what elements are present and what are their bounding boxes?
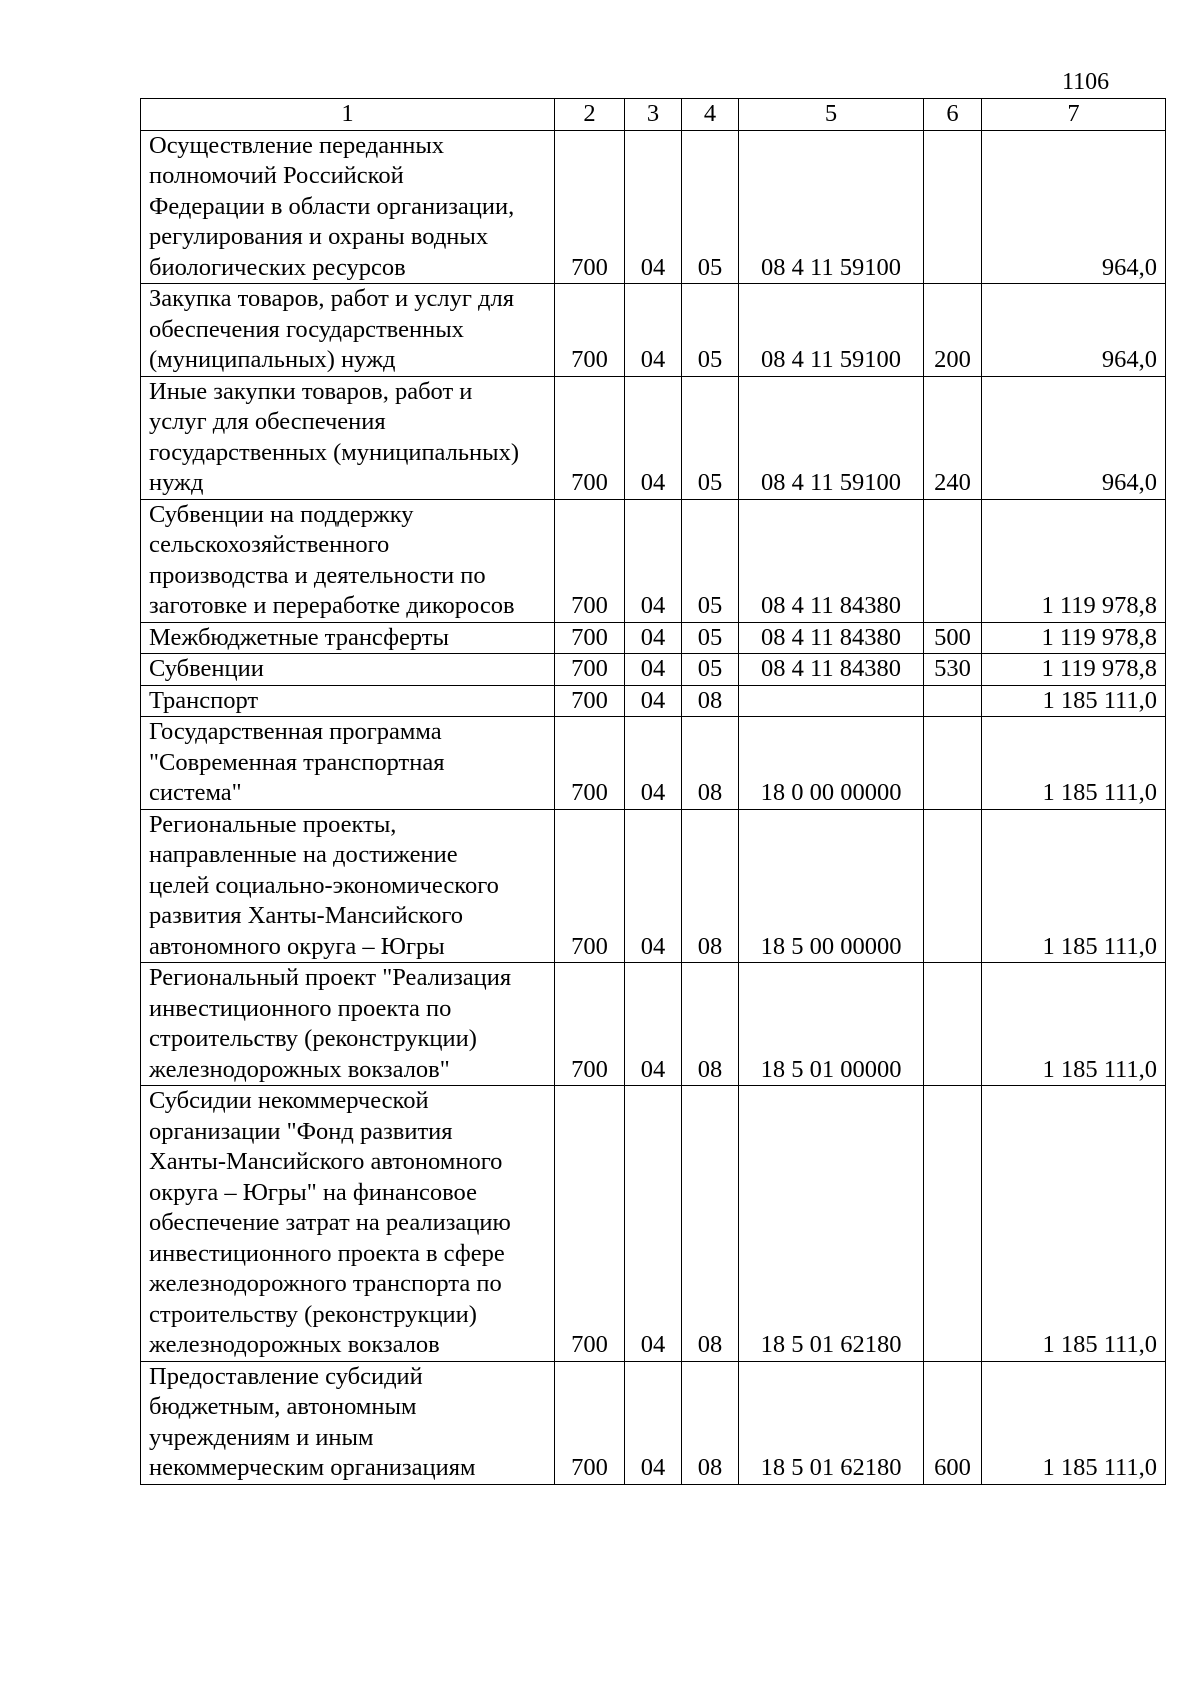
table-header-row [141,99,1166,131]
amount-cell: 964,0 [982,130,1166,284]
expense-type-cell [924,685,982,717]
section-code-cell: 04 [625,685,682,717]
expense-type-cell: 200 [924,284,982,377]
item-name-cell: Субвенции на поддержку сельскохозяйственного производства и деятельности по заготовке и переработке дикоросов [141,499,555,622]
table-row [141,654,1166,686]
item-name-cell: Субсидии некоммерческой организации "Фонд развития Ханты-Мансийского автономного округа – Югры" на финансовое обеспечение затрат на реализацию инвестиционного проекта в сфере железнодорожного транспорта по строительству (реконструкции) железнодорожных вокзалов [141,1086,555,1362]
subsection-code-cell: 08 [682,717,739,810]
amount-cell: 1 119 978,8 [982,622,1166,654]
table-row [141,622,1166,654]
target-article-cell: 08 4 11 59100 [739,284,924,377]
table-row [141,130,1166,284]
header-cell-4: 4 [682,99,739,131]
subsection-code-cell: 05 [682,130,739,284]
header-cell-3: 3 [625,99,682,131]
header-cell-6: 6 [924,99,982,131]
amount-cell: 1 185 111,0 [982,1086,1166,1362]
item-name-cell: Транспорт [141,685,555,717]
expense-type-cell: 500 [924,622,982,654]
ministry-code-cell: 700 [555,809,625,963]
ministry-code-cell: 700 [555,284,625,377]
subsection-code-cell: 08 [682,1361,739,1484]
ministry-code-cell: 700 [555,376,625,499]
section-code-cell: 04 [625,1086,682,1362]
section-code-cell: 04 [625,284,682,377]
section-code-cell: 04 [625,963,682,1086]
ministry-code-cell: 700 [555,1361,625,1484]
target-article-cell: 08 4 11 59100 [739,130,924,284]
subsection-code-cell: 08 [682,809,739,963]
amount-cell: 1 185 111,0 [982,963,1166,1086]
section-code-cell: 04 [625,622,682,654]
target-article-cell: 08 4 11 84380 [739,499,924,622]
amount-cell: 964,0 [982,284,1166,377]
subsection-code-cell: 08 [682,1086,739,1362]
expense-type-cell: 240 [924,376,982,499]
table-row [141,1086,1166,1362]
table-row [141,685,1166,717]
table-row [141,499,1166,622]
subsection-code-cell: 05 [682,654,739,686]
expense-type-cell [924,1086,982,1362]
expense-type-cell [924,809,982,963]
subsection-code-cell: 08 [682,685,739,717]
subsection-code-cell: 05 [682,499,739,622]
amount-cell: 1 119 978,8 [982,499,1166,622]
table-row [141,717,1166,810]
item-name-cell: Закупка товаров, работ и услуг для обеспечения государственных (муниципальных) нужд [141,284,555,377]
amount-cell: 1 185 111,0 [982,685,1166,717]
item-name-cell: Иные закупки товаров, работ и услуг для обеспечения государственных (муниципальных) нужд [141,376,555,499]
target-article-cell: 08 4 11 84380 [739,654,924,686]
expense-type-cell [924,499,982,622]
ministry-code-cell: 700 [555,654,625,686]
amount-cell: 1 185 111,0 [982,809,1166,963]
expense-type-cell [924,717,982,810]
ministry-code-cell: 700 [555,717,625,810]
target-article-cell: 08 4 11 59100 [739,376,924,499]
ministry-code-cell: 700 [555,622,625,654]
amount-cell: 1 185 111,0 [982,717,1166,810]
header-cell-1: 1 [141,99,555,131]
ministry-code-cell: 700 [555,499,625,622]
target-article-cell: 18 5 01 62180 [739,1361,924,1484]
item-name-cell: Региональный проект "Реализация инвестиционного проекта по строительству (реконструкции) железнодорожных вокзалов" [141,963,555,1086]
section-code-cell: 04 [625,654,682,686]
section-code-cell: 04 [625,1361,682,1484]
section-code-cell: 04 [625,717,682,810]
amount-cell: 1 119 978,8 [982,654,1166,686]
table-row [141,284,1166,377]
target-article-cell: 08 4 11 84380 [739,622,924,654]
section-code-cell: 04 [625,130,682,284]
header-cell-7: 7 [982,99,1166,131]
section-code-cell: 04 [625,376,682,499]
budget-table [140,98,1166,1485]
expense-type-cell [924,130,982,284]
item-name-cell: Межбюджетные трансферты [141,622,555,654]
target-article-cell: 18 5 00 00000 [739,809,924,963]
item-name-cell: Государственная программа "Современная транспортная система" [141,717,555,810]
section-code-cell: 04 [625,499,682,622]
amount-cell: 964,0 [982,376,1166,499]
page-number: 1106 [1062,69,1110,95]
subsection-code-cell: 08 [682,963,739,1086]
table-row [141,1361,1166,1484]
ministry-code-cell: 700 [555,1086,625,1362]
subsection-code-cell: 05 [682,284,739,377]
target-article-cell: 18 0 00 00000 [739,717,924,810]
header-cell-5: 5 [739,99,924,131]
table-row [141,376,1166,499]
table-row [141,809,1166,963]
section-code-cell: 04 [625,809,682,963]
expense-type-cell [924,963,982,1086]
item-name-cell: Субвенции [141,654,555,686]
subsection-code-cell: 05 [682,376,739,499]
target-article-cell [739,685,924,717]
ministry-code-cell: 700 [555,130,625,284]
subsection-code-cell: 05 [682,622,739,654]
expense-type-cell: 600 [924,1361,982,1484]
target-article-cell: 18 5 01 00000 [739,963,924,1086]
ministry-code-cell: 700 [555,963,625,1086]
amount-cell: 1 185 111,0 [982,1361,1166,1484]
item-name-cell: Осуществление переданных полномочий Российской Федерации в области организации, регулирования и охраны водных биологических ресурсов [141,130,555,284]
table-row [141,963,1166,1086]
header-cell-2: 2 [555,99,625,131]
expense-type-cell: 530 [924,654,982,686]
target-article-cell: 18 5 01 62180 [739,1086,924,1362]
item-name-cell: Предоставление субсидий бюджетным, автономным учреждениям и иным некоммерческим организациям [141,1361,555,1484]
ministry-code-cell: 700 [555,685,625,717]
item-name-cell: Региональные проекты, направленные на достижение целей социально-экономического развития Ханты-Мансийского автономного округа – Югры [141,809,555,963]
